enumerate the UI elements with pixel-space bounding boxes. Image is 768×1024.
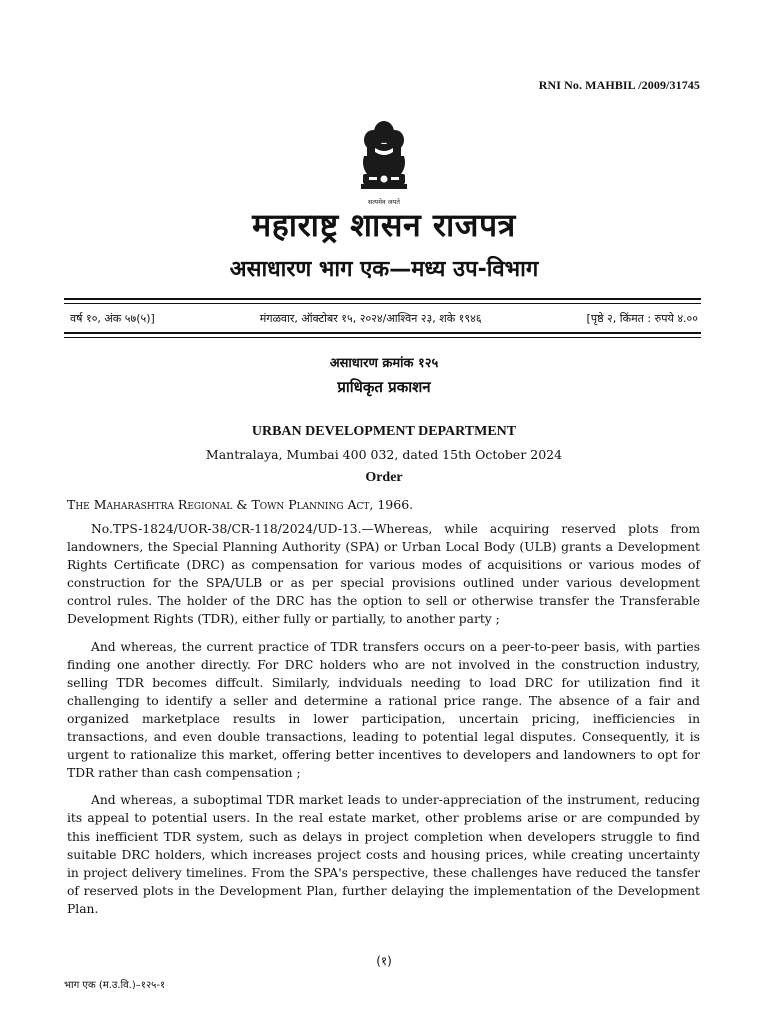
header-rule-top <box>64 298 701 304</box>
emblem-motto: सत्यमेव जयते <box>368 198 400 206</box>
gazette-title: महाराष्ट्र शासन राजपत्र <box>252 206 516 244</box>
state-emblem-icon <box>353 118 415 210</box>
paragraph: And whereas, the current practice of TDR transfers occurs on a peer-to-peer basis, with parties finding one another directly. For DRC holders who are not involved in the construction industry, selling TDR becomes diffcult. Similarly, indviduals needing to load DRC for utilization find it challenging to identify a seller and determine a rational price range. The absence of a fair and organized marketplace results in lower participation, uncertain pricing, inefficiencies in transactions, and even double transactions, leading to potential legal disputes. Consequently, it is urgent to rationalize this market, offering better incentives to developers and landowners to opt for TDR rather than cash compensation ; <box>67 639 700 781</box>
footer-reference: भाग एक (म.उ.वि.)–१२५-१ <box>64 980 166 991</box>
issue-date: मंगळवार, ऑक्टोबर १५, २०२४/आश्विन २३, शके १९४६ <box>259 312 482 325</box>
order-body <box>67 520 700 927</box>
extraordinary-number: असाधारण क्रमांक १२५ <box>329 356 439 371</box>
paragraph: And whereas, a suboptimal TDR market leads to under-appreciation of the instrument, reducing its appeal to potential users. In the real estate market, other problems arise or are compunded by this inefficient TDR system, such as delays in project completion when developers struggle to find suitable DRC holders, which increases project costs and housing prices, while creating uncertainty in project delivery timelines. From the SPA's perspective, these challenges have reduced the tansfer of reserved plots in the Development Plan, further delaying the implementation of the Development Plan. <box>67 793 700 916</box>
pages-price: [पृष्ठे २, किंमत : रुपये ४.०० <box>586 312 698 325</box>
paragraph: No.TPS-1824/UOR-38/CR-118/2024/UD-13.—Whereas, while acquiring reserved plots from landowners, the Special Planning Authority (SPA) or Urban Local Body (ULB) grants a Development Rights Certificate (DRC) as compensation for various modes of acquisitions or various modes of construction for the SPA/ULB or as per special provisions outlined under various development control rules. The holder of the DRC has the option to sell or otherwise transfer the Transferable Development Rights (TDR), either fully or partially, to another party ; <box>67 522 700 627</box>
volume-issue: वर्ष १०, अंक ५७(५)] <box>70 312 155 325</box>
page-number: (१) <box>376 954 392 968</box>
authority-publication: प्राधिकृत प्रकाशन <box>337 378 431 396</box>
department-heading: URBAN DEVELOPMENT DEPARTMENT <box>251 424 517 439</box>
rni-number: RNI No. MAHBIL /2009/31745 <box>538 78 700 92</box>
place-date: Mantralaya, Mumbai 400 032, dated 15th October 2024 <box>205 447 563 462</box>
order-heading: Order <box>365 470 403 485</box>
act-reference: The Maharashtra Regional & Town Planning Act, 1966. <box>67 497 414 512</box>
gazette-subtitle: असाधारण भाग एक—मध्य उप-विभाग <box>229 257 539 282</box>
issue-meta-row <box>70 311 698 326</box>
header-rule-bottom <box>64 332 701 338</box>
